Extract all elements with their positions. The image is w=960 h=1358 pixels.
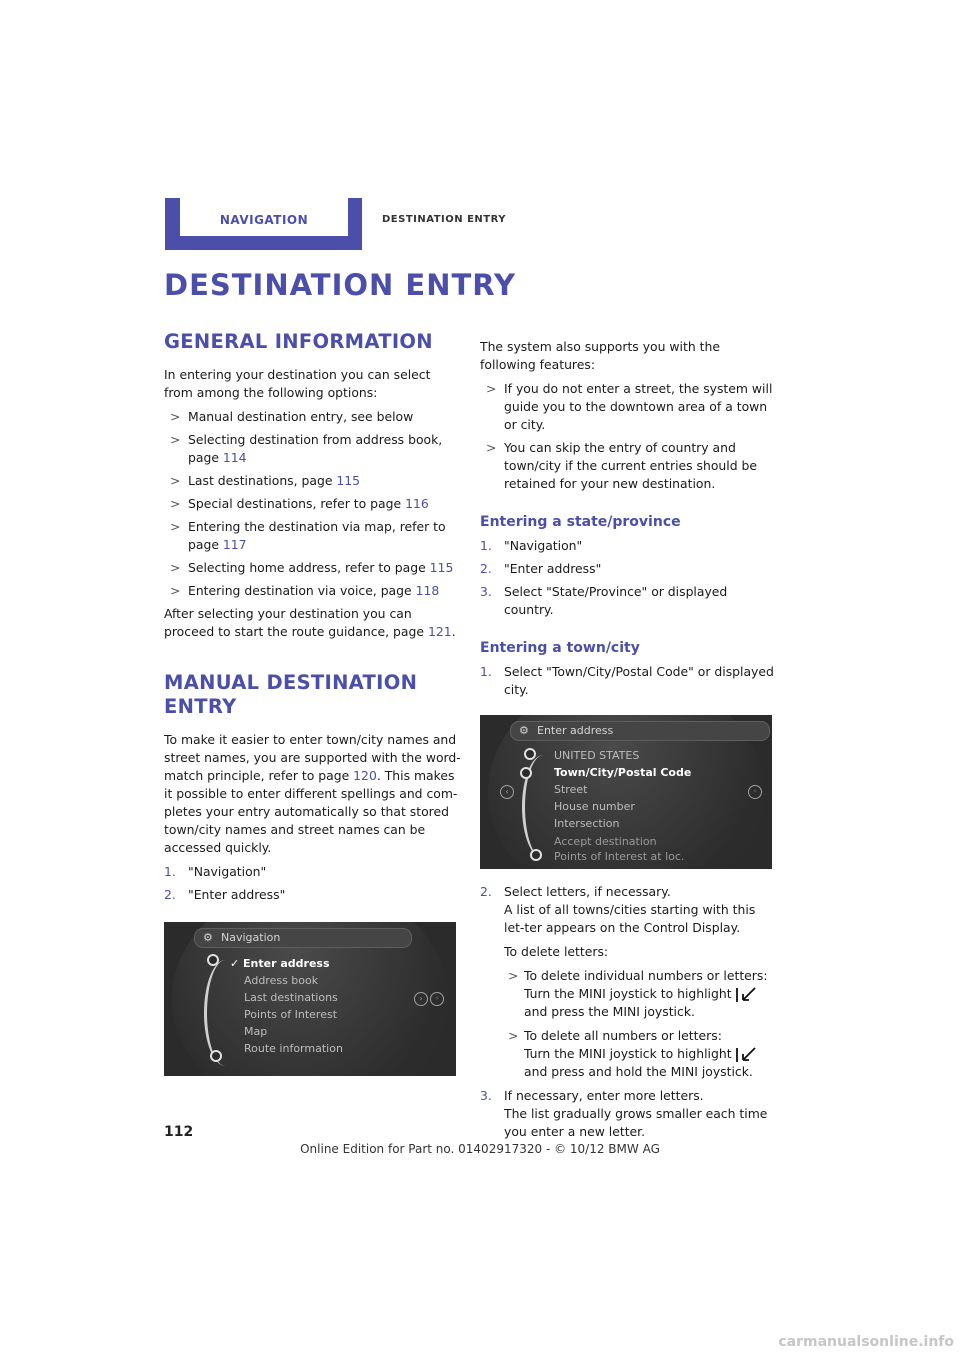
page-link-118[interactable]: 118 bbox=[415, 583, 440, 598]
delete-intro: To delete letters: bbox=[504, 944, 609, 959]
option-item: > Entering destination via voice, page 118 bbox=[170, 583, 440, 598]
screen-header: ⚙ Enter address bbox=[510, 721, 770, 741]
general-intro: In entering your destination you can select from among the following options: bbox=[164, 367, 431, 400]
chapter-tab: NAVIGATION bbox=[180, 198, 348, 236]
screen-menu-item: House number bbox=[554, 800, 635, 813]
page-link-121[interactable]: 121 bbox=[427, 624, 452, 639]
step-item: 2. "Enter address" bbox=[480, 561, 602, 576]
backspace-arrow-icon bbox=[735, 987, 757, 1003]
bullet-marker: > bbox=[508, 968, 519, 983]
screen-menu-item: Last destinations bbox=[244, 991, 338, 1004]
features-intro: The system also supports you with the following features: bbox=[480, 339, 720, 372]
bullet-marker: > bbox=[170, 473, 181, 488]
state-province-heading: Entering a state/province bbox=[480, 514, 681, 530]
feature-item: > You can skip the entry of country and town/city if the current entries should be retained for your new destination. bbox=[486, 440, 758, 491]
page-link-117[interactable]: 117 bbox=[222, 537, 247, 552]
delete-option: > To delete individual numbers or letters: Turn the MINI joystick to highlight and press the MINI joystick. bbox=[508, 968, 768, 1019]
position-dot bbox=[530, 849, 542, 861]
screen-menu-item: Town/City/Postal Code bbox=[554, 766, 692, 779]
screen-menu-item: Street bbox=[554, 783, 588, 796]
general-information-heading: GENERAL INFORMATION bbox=[164, 330, 433, 353]
position-dot bbox=[207, 954, 219, 966]
option-item: > Manual destination entry, see below bbox=[170, 409, 414, 424]
arrow-left-icon: ‹ bbox=[500, 785, 514, 799]
bullet-marker: > bbox=[170, 409, 181, 424]
option-item: > Selecting home address, refer to page 115 bbox=[170, 560, 454, 575]
settings-icon: ⚙ bbox=[519, 724, 529, 737]
step-item: 3. Select "State/Province" or displayed country. bbox=[480, 584, 728, 617]
navigation-menu-screenshot bbox=[164, 922, 456, 1076]
watermark: carmanualsonline.info bbox=[778, 1334, 954, 1350]
bullet-marker: > bbox=[170, 519, 181, 534]
manual-entry-paragraph: To make it easier to enter town/city names and street names, you are supported with the word-match principle, refer to page 120. This makes it possible to enter different spellings and com-pletes your entry automatically so that stored town/city names and street names can be accessed quickly. bbox=[164, 732, 461, 855]
section-header: DESTINATION ENTRY bbox=[382, 214, 507, 225]
step-item: 2. "Enter address" bbox=[164, 887, 286, 902]
bullet-marker: > bbox=[486, 440, 497, 455]
screen-menu-item: Map bbox=[244, 1025, 268, 1038]
page-number: 112 bbox=[164, 1124, 194, 1140]
page-link-120[interactable]: 120 bbox=[353, 768, 377, 783]
feature-item: > If you do not enter a street, the system will guide you to the downtown area of a town or city. bbox=[486, 381, 773, 432]
step-item: 3. If necessary, enter more letters. The list gradually grows smaller each time you enter a new letter. bbox=[480, 1088, 768, 1139]
step-item: 1. "Navigation" bbox=[164, 864, 267, 879]
option-item: > Selecting destination from address book, page 114 bbox=[170, 432, 443, 465]
town-city-heading: Entering a town/city bbox=[480, 640, 640, 656]
options-icon: ◦ bbox=[430, 992, 444, 1006]
footer-text: Online Edition for Part no. 01402917320 - © 10/12 BMW AG bbox=[300, 1142, 660, 1156]
delete-option: > To delete all numbers or letters: Turn the MINI joystick to highlight and press and hold the MINI joystick. bbox=[504, 1027, 778, 1081]
right-column bbox=[480, 338, 778, 1146]
step-item: 2. Select letters, if necessary. A list of all towns/cities starting with this let-ter appears on the Control Display. To delete letters: > To delete individual numbers or letters: Turn the MINI joystick to highlight and press the MINI joystick. > To delete all numbers or letters: Turn the MINI joystick to highlight and press and hold the MINI joystick. bbox=[480, 883, 778, 1081]
step-item: 1. Select "Town/City/Postal Code" or displayed city. bbox=[480, 664, 774, 697]
bullet-marker: > bbox=[170, 560, 181, 575]
page-link-116[interactable]: 116 bbox=[405, 496, 429, 511]
page-link-115[interactable]: 115 bbox=[336, 473, 361, 488]
enter-address-screenshot bbox=[480, 715, 772, 869]
screen-menu-item: ✓ Enter address bbox=[230, 957, 330, 970]
controller-arc bbox=[204, 960, 247, 1066]
option-item: > Last destinations, page 115 bbox=[170, 473, 361, 488]
screen-menu-item: Intersection bbox=[554, 817, 620, 830]
arrow-right-icon: › bbox=[414, 992, 428, 1006]
page-title: DESTINATION ENTRY bbox=[164, 268, 517, 302]
page-link-115[interactable]: 115 bbox=[429, 560, 454, 575]
option-item: > Special destinations, refer to page 116 bbox=[170, 496, 429, 511]
screen-menu-item: Points of Interest at loc. bbox=[554, 850, 685, 863]
position-dot bbox=[524, 748, 536, 760]
settings-icon: ⚙ bbox=[203, 931, 213, 944]
step-item: 1. "Navigation" bbox=[480, 538, 583, 553]
manual-entry-heading: MANUAL DESTINATION ENTRY bbox=[164, 671, 418, 718]
options-icon: ◦ bbox=[748, 785, 762, 799]
after-selection-text: After selecting your destination you can proceed to start the route guidance, page 121. bbox=[164, 606, 456, 639]
bullet-marker: > bbox=[170, 496, 181, 511]
position-dot bbox=[210, 1050, 222, 1062]
left-column bbox=[164, 330, 462, 1090]
option-item: > Entering the destination via map, refer to page 117 bbox=[170, 519, 446, 552]
screen-menu-item: UNITED STATES bbox=[554, 749, 640, 762]
screen-menu-item: Accept destination bbox=[554, 835, 657, 848]
screen-menu-item: Route information bbox=[244, 1042, 343, 1055]
bullet-marker: > bbox=[508, 1028, 519, 1043]
screen-header: ⚙ Navigation bbox=[194, 928, 412, 948]
bullet-marker: > bbox=[170, 432, 181, 447]
position-dot bbox=[520, 767, 532, 779]
page-link-114[interactable]: 114 bbox=[222, 450, 247, 465]
bullet-marker: > bbox=[170, 583, 181, 598]
bullet-marker: > bbox=[486, 381, 497, 396]
screen-menu-item: Address book bbox=[244, 974, 319, 987]
screen-menu-item: Points of Interest bbox=[244, 1008, 338, 1021]
backspace-arrow-icon bbox=[735, 1047, 757, 1063]
